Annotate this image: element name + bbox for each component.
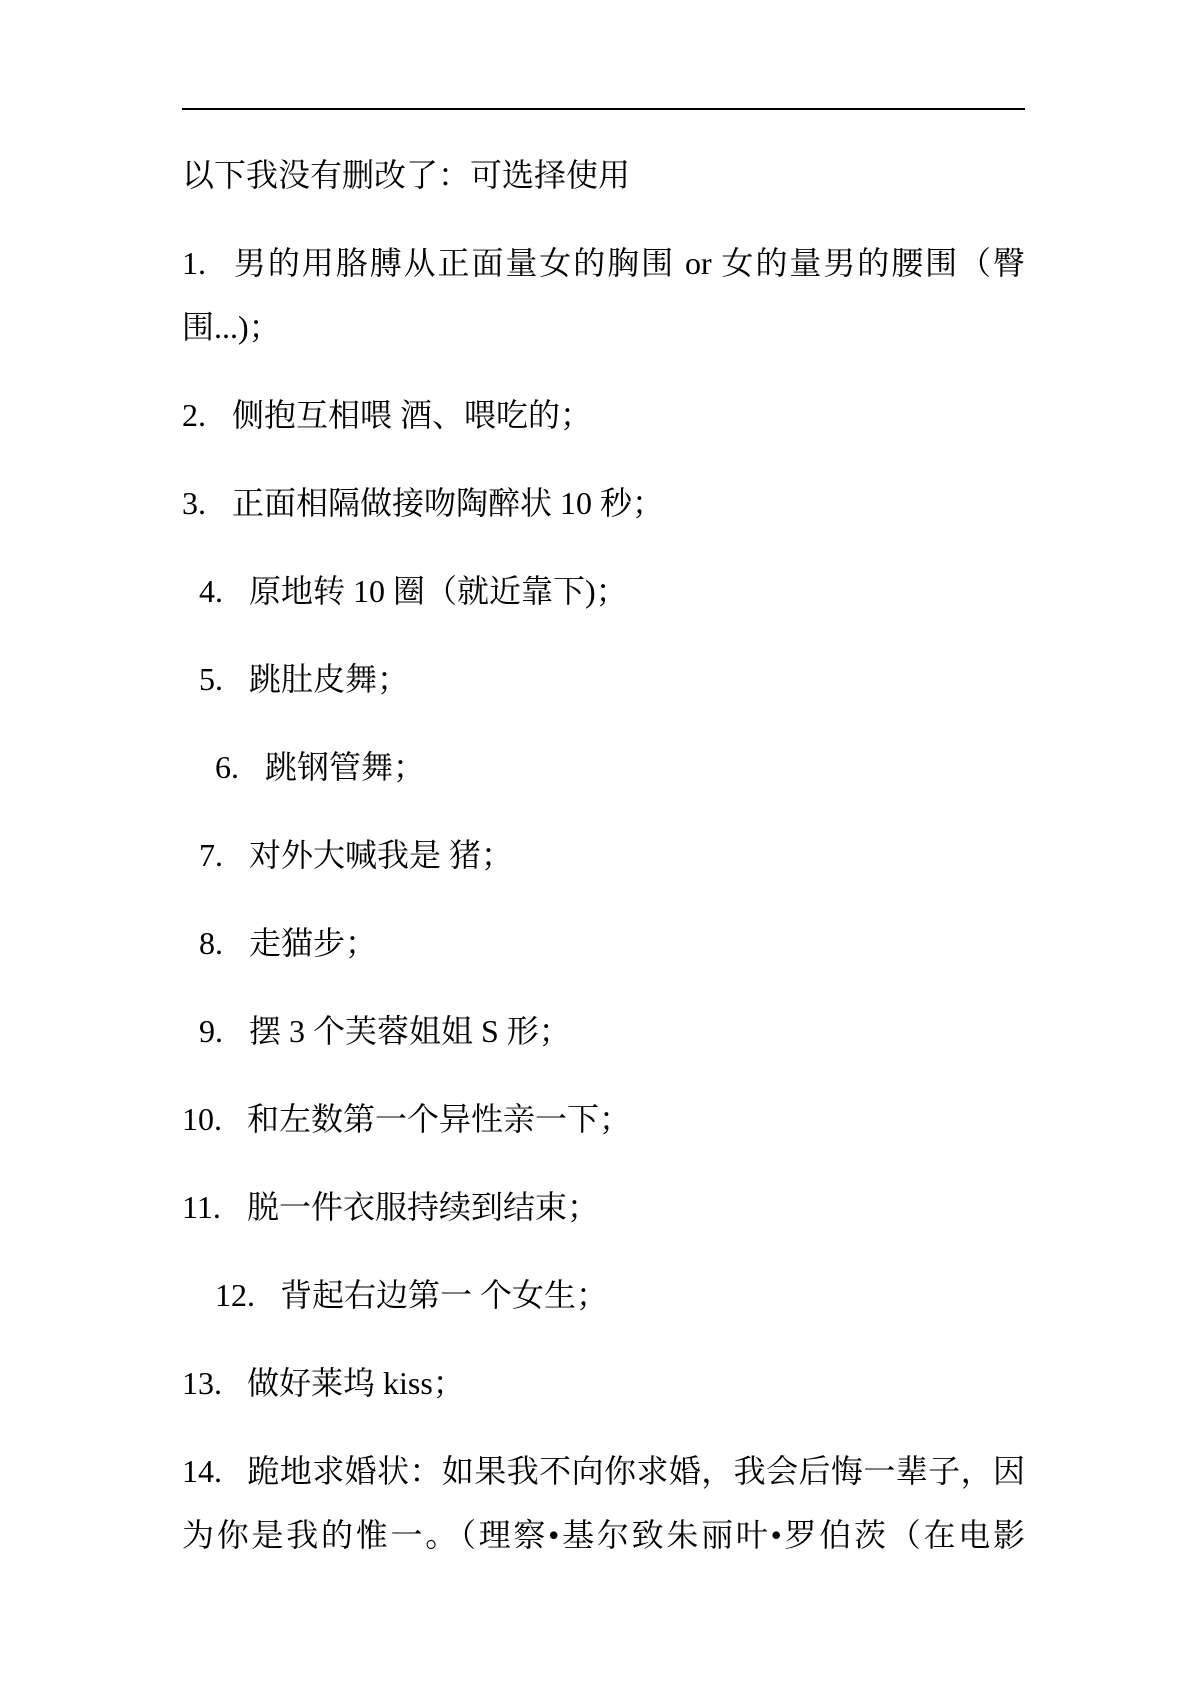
list-item-12-line-1 [182, 1263, 1025, 1327]
item-number: 6. [215, 749, 239, 785]
item-text: 做好莱坞 kiss； [247, 1365, 465, 1401]
item-number: 9. [199, 1013, 223, 1049]
item-number: 8. [199, 925, 223, 961]
list-item-10-line-1 [182, 1087, 1025, 1151]
item-number: 1. [182, 245, 206, 281]
list-item-14 [182, 1439, 1025, 1567]
list-item-1 [182, 231, 1025, 359]
item-number: 12. [215, 1277, 255, 1313]
item-text: 摆 3 个芙蓉姐姐 S 形； [249, 1013, 571, 1049]
document-body [182, 143, 1025, 1591]
list-item-6 [182, 735, 1025, 799]
item-text: 跪地求婚状：如果我不向你求婚，我会后悔一辈子，因 [247, 1453, 1025, 1489]
item-number: 10. [182, 1101, 222, 1137]
list-item-4-line-1 [182, 559, 1025, 623]
list-item-6-line-1 [182, 735, 1025, 799]
item-number: 11. [182, 1189, 221, 1225]
item-number: 4. [199, 573, 223, 609]
list-item-9 [182, 999, 1025, 1063]
list-item-11 [182, 1175, 1025, 1239]
list-item-7 [182, 823, 1025, 887]
list-item-5-line-1 [182, 647, 1025, 711]
list-item-1-line-1 [182, 231, 1025, 295]
item-text: 侧抱互相喂 酒、喂吃的； [232, 397, 593, 433]
item-text: 原地转 10 圈（就近靠下)； [249, 573, 628, 609]
list-item-3 [182, 471, 1025, 535]
item-text: 对外大喊我是 猪； [249, 837, 514, 873]
item-text: 跳钢管舞； [265, 749, 426, 785]
list-item-14-line-2: 为你是我的惟一。（理察•基尔致朱丽叶•罗伯茨（在电影 [182, 1517, 1025, 1553]
list-item-10 [182, 1087, 1025, 1151]
intro-text: 以下我没有删改了：可选择使用 [182, 157, 631, 193]
item-number: 7. [199, 837, 223, 873]
item-number: 2. [182, 397, 206, 433]
intro-paragraph [182, 143, 1025, 207]
list-item-1-line-2: 围...)； [182, 309, 281, 345]
list-item-5 [182, 647, 1025, 711]
item-number: 13. [182, 1365, 222, 1401]
list-item-11-line-1 [182, 1175, 1025, 1239]
list-item-3-line-1 [182, 471, 1025, 535]
list-item-14-line-1 [182, 1439, 1025, 1503]
item-text: 和左数第一个异性亲一下； [247, 1101, 632, 1137]
header-rule [182, 108, 1025, 110]
item-text: 背起右边第一 个女生； [280, 1277, 609, 1313]
item-number: 5. [199, 661, 223, 697]
item-text: 脱一件衣服持续到结束； [247, 1189, 600, 1225]
list-item-13 [182, 1351, 1025, 1415]
list-item-12 [182, 1263, 1025, 1327]
item-number: 14. [182, 1453, 222, 1489]
list-item-7-line-1 [182, 823, 1025, 887]
item-text: 走猫步； [249, 925, 378, 961]
list-item-8 [182, 911, 1025, 975]
list-item-8-line-1 [182, 911, 1025, 975]
list-item-13-line-1 [182, 1351, 1025, 1415]
item-text: 跳肚皮舞； [249, 661, 410, 697]
item-number: 3. [182, 485, 206, 521]
list-item-2 [182, 383, 1025, 447]
item-text: 男的用胳膊从正面量女的胸围 or 女的量男的腰围（臀 [232, 245, 1025, 281]
list-item-2-line-1 [182, 383, 1025, 447]
item-text: 正面相隔做接吻陶醉状 10 秒； [232, 485, 665, 521]
list-item-9-line-1 [182, 999, 1025, 1063]
list-item-4 [182, 559, 1025, 623]
